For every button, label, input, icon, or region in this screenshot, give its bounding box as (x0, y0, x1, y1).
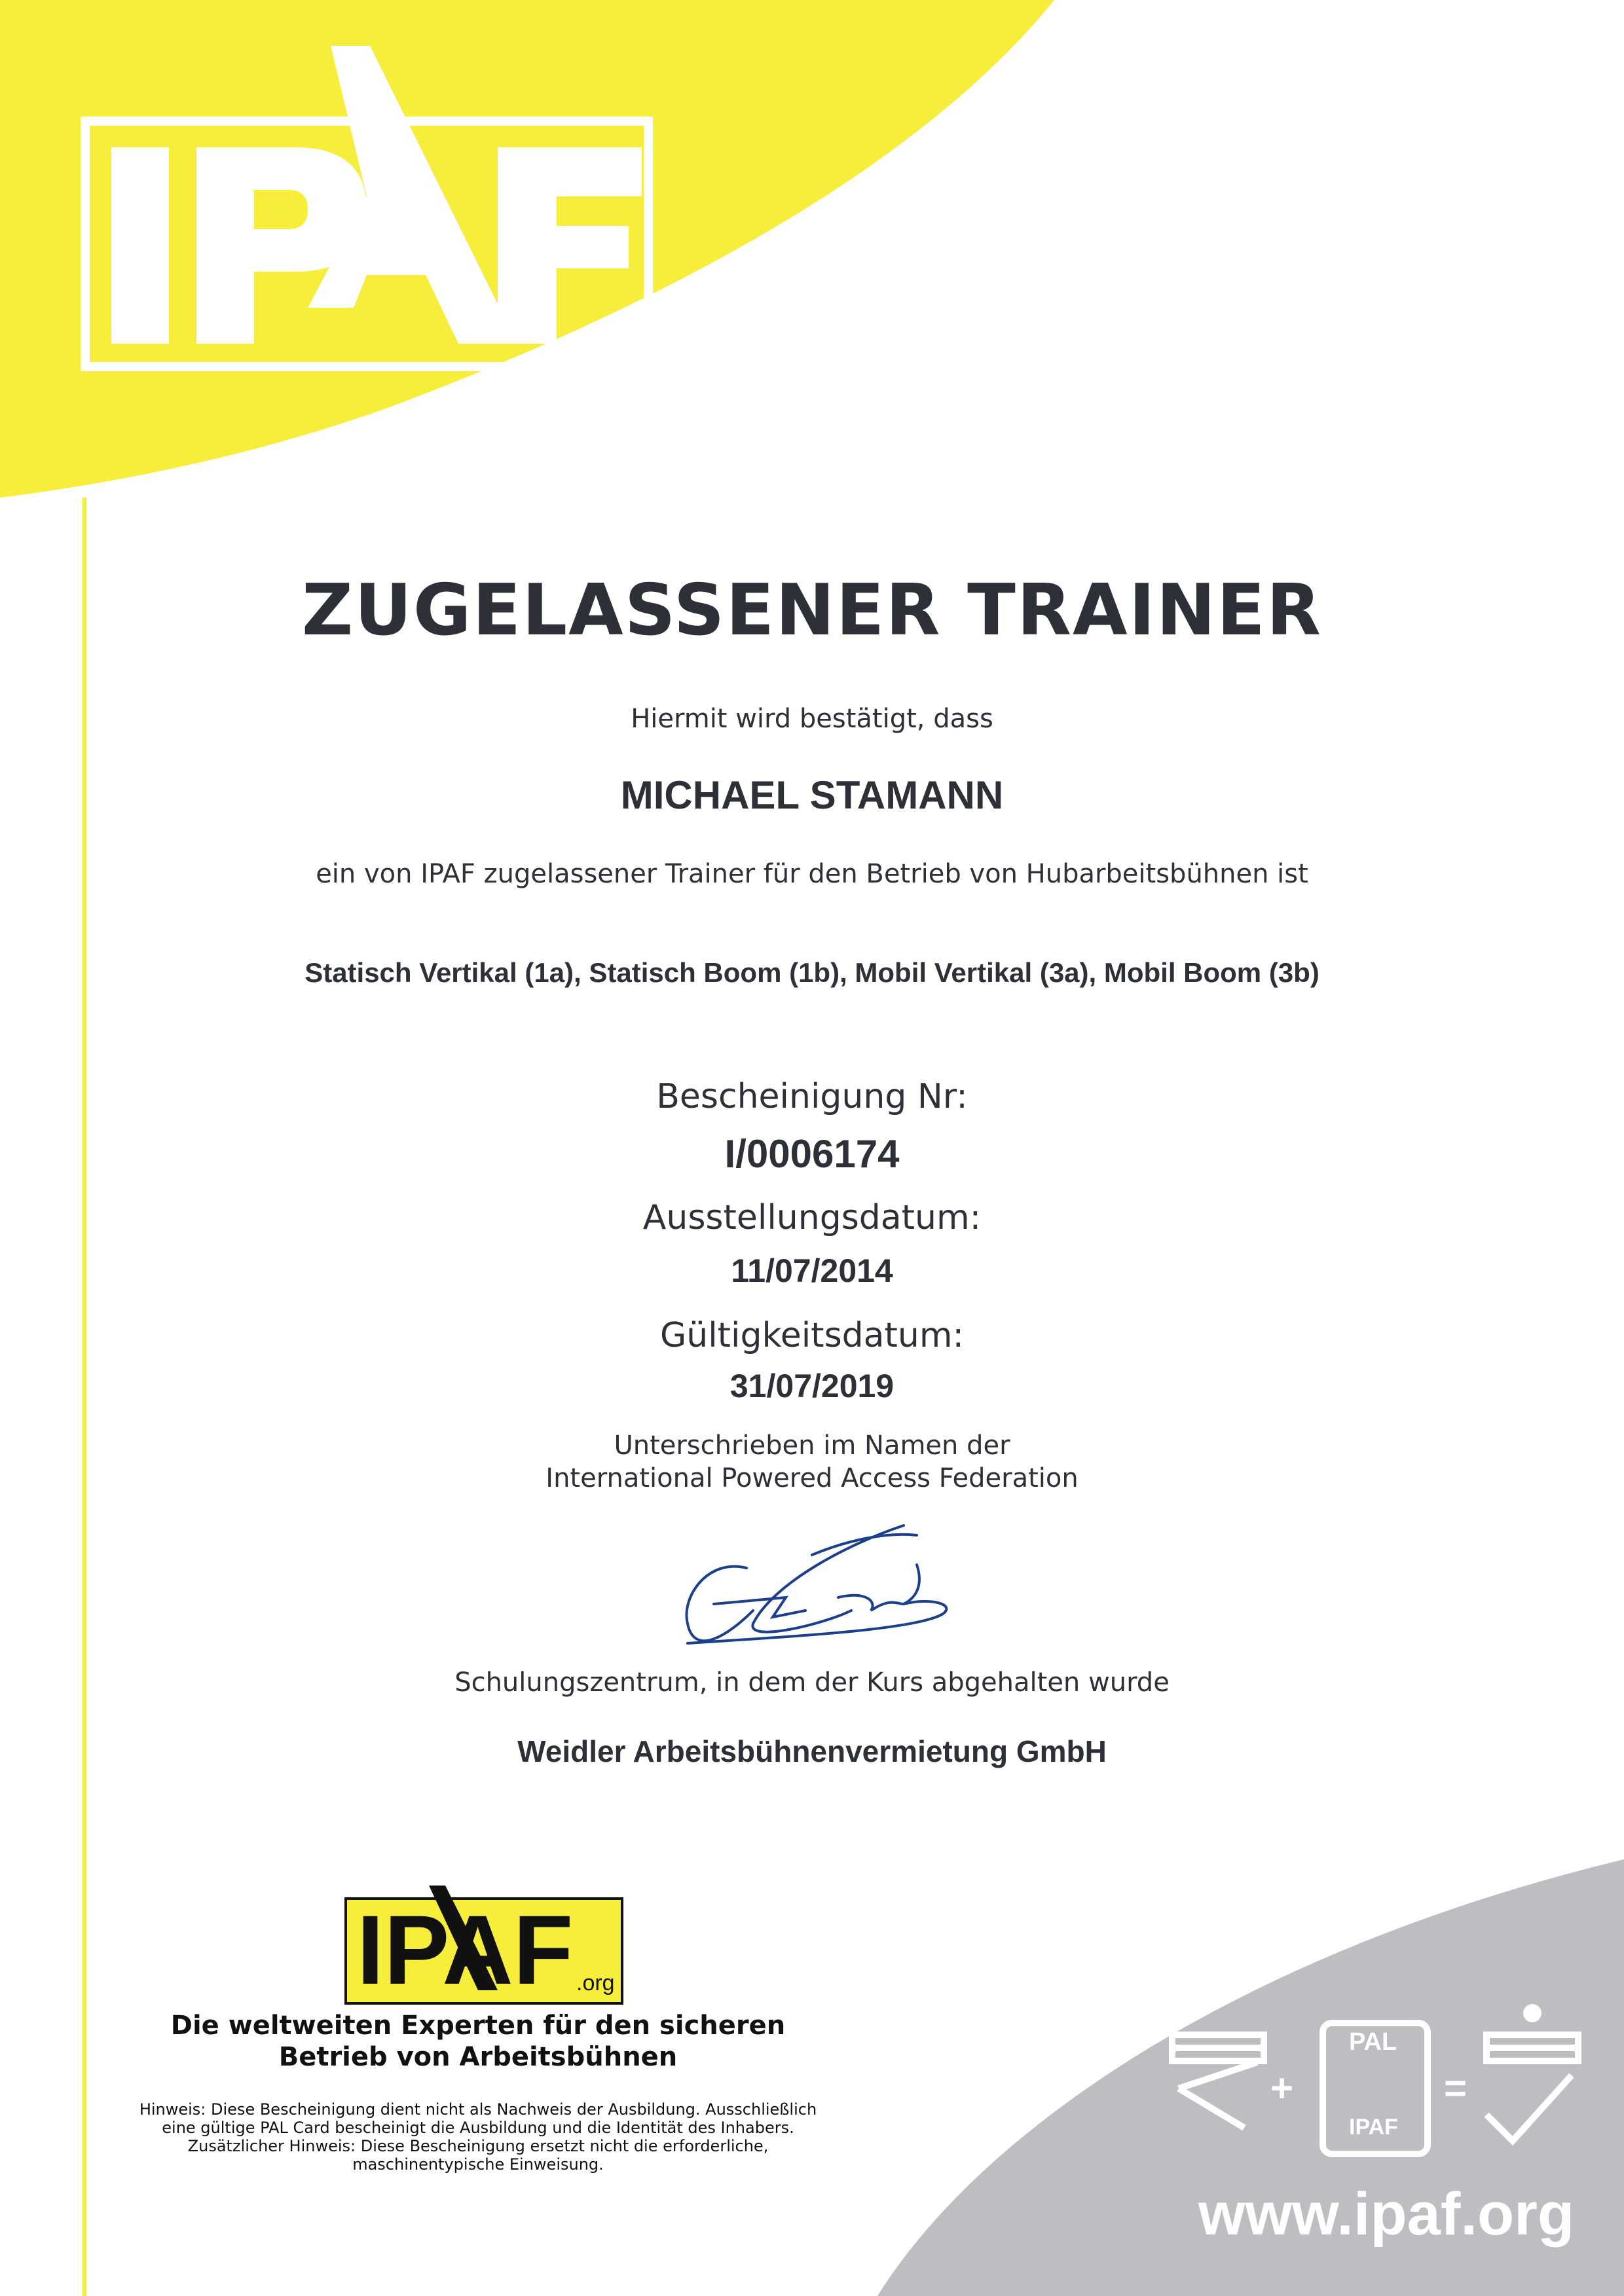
issue-date: 11/07/2014 (731, 1252, 893, 1289)
certificate-number: I/0006174 (724, 1132, 900, 1176)
statement-text: ein von IPAF zugelassener Trainer für den Betrieb von Hubarbeitsbühnen ist (316, 859, 1308, 889)
svg-text:=: = (1444, 2066, 1467, 2110)
small-logo-org: .org (576, 1971, 615, 1995)
valid-date: 31/07/2019 (729, 1368, 895, 1404)
holder-name: MICHAEL STAMANN (620, 773, 1004, 817)
notice-text (105, 2100, 851, 2174)
notice-line: Zusätzlicher Hinweis: Diese Bescheinigung ersetzt nicht die erforderliche, (187, 2137, 769, 2155)
training-center-label: Schulungszentrum, in dem der Kurs abgehalten wurde (454, 1667, 1170, 1698)
notice-line: maschinentypische Einweisung. (352, 2155, 604, 2174)
notice-line: Hinweis: Diese Bescheinigung dient nicht als Nachweis der Ausbildung. Ausschließlich (139, 2100, 817, 2119)
svg-text:+: + (1270, 2066, 1294, 2110)
tagline-line-2: Betrieb von Arbeitsbühnen (278, 2042, 678, 2072)
tagline-line-1: Die weltweiten Experten für den sicheren (170, 2011, 786, 2041)
valid-date-label: Gültigkeitsdatum: (659, 1316, 965, 1355)
notice-line: eine gültige PAL Card bescheinigt die Ausbildung und die Identität des Inhabers. (162, 2119, 794, 2137)
website-url: www.ipaf.org (1198, 2181, 1575, 2248)
signed-line-1: Unterschrieben im Namen der (614, 1430, 1010, 1461)
signed-line-2: International Powered Access Federation (545, 1463, 1079, 1493)
certificate-number-label: Bescheinigung Nr: (656, 1077, 968, 1116)
pal-card-ipaf: IPAF (1349, 2115, 1398, 2140)
intro-text: Hiermit wird bestätigt, dass (631, 704, 993, 734)
pal-card-label: PAL (1349, 2028, 1397, 2056)
tagline (92, 2010, 864, 2073)
signature (686, 1525, 946, 1643)
page-title: ZUGELASSENER TRAINER (301, 570, 1323, 651)
categories-text: Statisch Vertikal (1a), Statisch Boom (1b), Mobil Vertikal (3a), Mobil Boom (3b) (304, 957, 1320, 988)
training-center-name: Weidler Arbeitsbühnenvermietung GmbH (517, 1734, 1107, 1768)
small-logo-text: IPAF (356, 1895, 574, 2005)
issue-date-label: Ausstellungsdatum: (642, 1198, 982, 1237)
